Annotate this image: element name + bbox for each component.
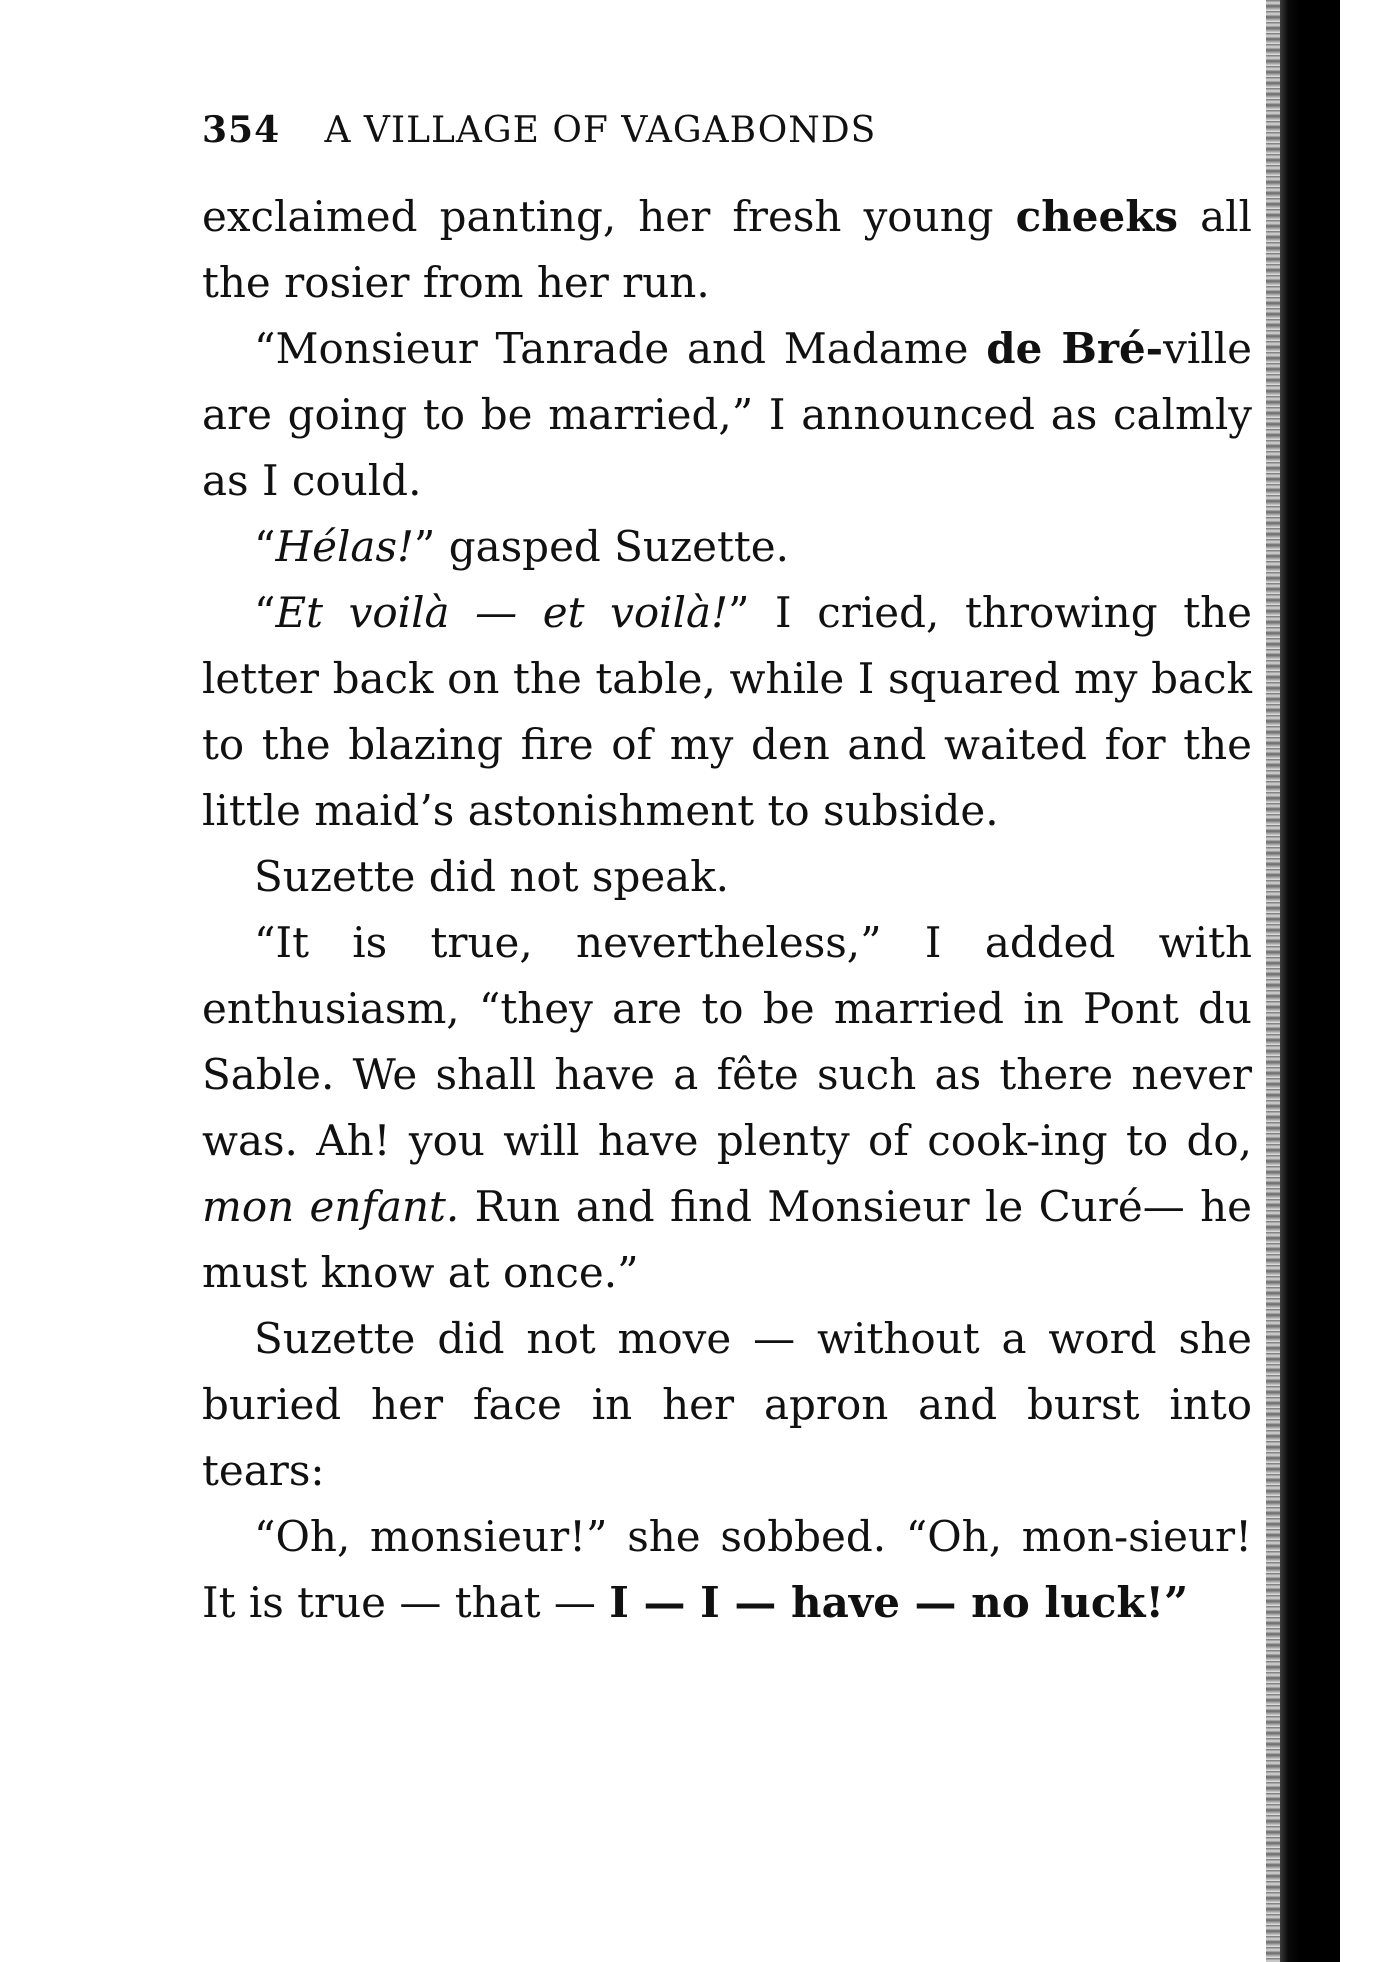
paragraph-7 [202, 1306, 1252, 1504]
text-run: “ [254, 522, 276, 571]
text-run: ” gasped Suzette. [413, 522, 789, 571]
text-run: “Monsieur Tanrade and Madame [254, 324, 987, 373]
text-run: “Oh, monsieur!” she sobbed. “Oh, mon-sieur! It is true — that — [202, 1512, 1252, 1627]
text-run: Suzette did not speak. [254, 852, 730, 901]
paragraph-4 [202, 580, 1252, 844]
italic-run: Hélas! [275, 522, 414, 571]
paragraph-2 [202, 316, 1252, 514]
paragraph-1 [202, 184, 1252, 316]
text-run: all the rosier from her run. [202, 192, 1252, 307]
text-run: “ [254, 588, 276, 637]
paragraph-5 [202, 844, 1252, 910]
body-text [202, 184, 1252, 1636]
running-header [202, 110, 1262, 151]
text-run: Run and find Monsieur le Curé— he must know at once.” [202, 1182, 1252, 1297]
text-run: Suzette did not move — without a word she buried her face in her apron and burst into tears: [202, 1314, 1252, 1495]
page-number: 354 [202, 109, 281, 151]
paragraph-3 [202, 514, 1252, 580]
paragraph-8 [202, 1504, 1252, 1636]
text-run: ville are going to be married,” I announced as calmly as I could. [202, 324, 1253, 505]
italic-run: Et voilà — et voilà! [275, 588, 728, 637]
paragraph-6 [202, 910, 1252, 1306]
bold-run: cheeks [1015, 192, 1178, 241]
text-run: exclaimed panting, her fresh young [202, 192, 1016, 241]
running-title: A VILLAGE OF VAGABONDS [324, 110, 877, 151]
text-run: ” I cried, throwing the letter back on the table, while I squared my back to the blazing fire of my den and waited for the little maid’s astonishment to subside. [202, 588, 1253, 835]
bold-run: I — I — have — no luck!” [609, 1578, 1189, 1627]
bold-run: de Bré- [986, 324, 1164, 373]
italic-run: mon enfant. [202, 1182, 460, 1231]
text-run: “It is true, nevertheless,” I added with enthusiasm, “they are to be married in Pont du Sable. We shall have a fête such as there never was. Ah! you will have plenty of cook-ing to do, [202, 918, 1252, 1165]
book-gutter-shadow [1280, 0, 1340, 1962]
